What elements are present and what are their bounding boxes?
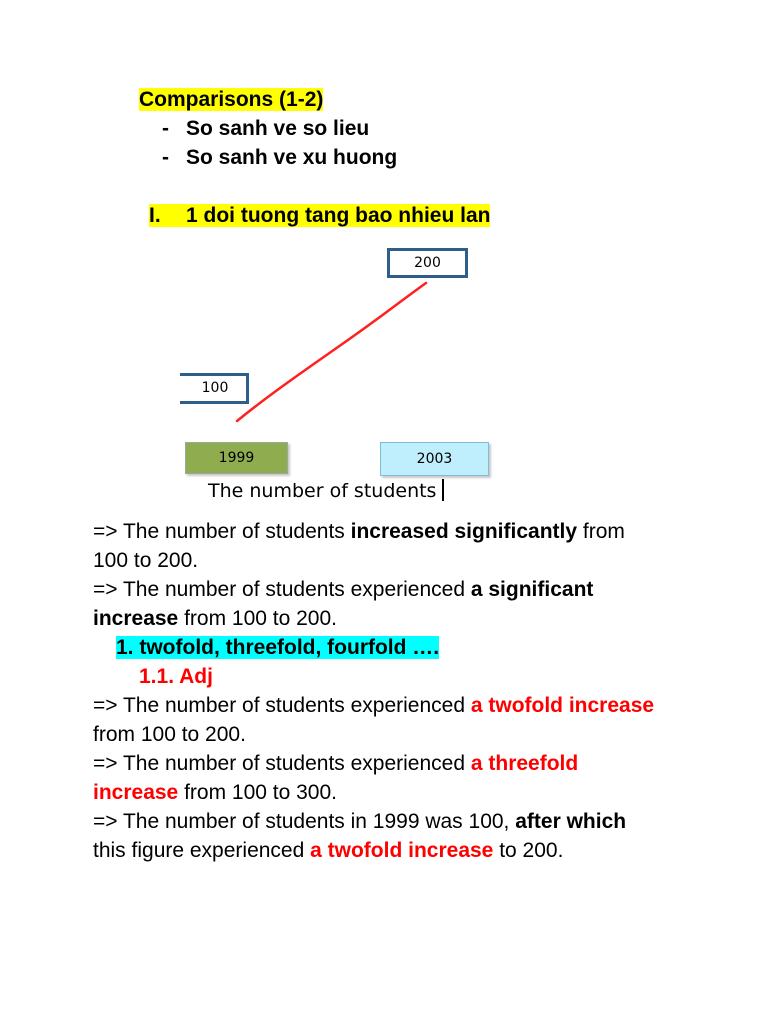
example-sentence [93,807,663,865]
sentence-emphasis: a twofold increase [470,694,655,717]
sentence-text: from 100 to 300. [178,781,337,804]
bullet-item [162,115,369,143]
sentence-text: => The number of students in 1999 was 100, [93,810,516,833]
section-heading-highlight [149,204,490,227]
sentence-text: => The number of students experienced [93,752,471,775]
sentence-text: from 100 to 200. [93,723,246,746]
section-number: I. [149,204,161,227]
sentence-text: from 100 to 200. [93,520,625,572]
sentence-text: this figure experienced [93,839,311,862]
value-box-high: 200 [387,248,468,278]
category-label-2003: 2003 [380,442,489,476]
bullet-text: So sanh ve so lieu [186,117,370,140]
bullet-dash: - [162,146,169,169]
example-sentence [93,691,663,749]
section-text: 1 doi tuong tang bao nhieu lan [186,204,491,227]
diagram-caption-text: The number of students [208,480,437,502]
increase-diagram [180,240,510,510]
page-title-text: Comparisons (1-2) [139,88,324,111]
bullet-text: So sanh ve xu huong [186,146,398,169]
example-sentence [93,749,663,807]
sentence-emphasis: after which [515,810,627,833]
text-cursor [442,479,444,501]
example-sentence [93,575,663,633]
subheading-text: twofold, threefold, fourfold …. [139,636,440,659]
bullet-item [162,144,397,172]
subheading-adj: 1.1. Adj [139,665,213,688]
value-box-low: 100 [180,373,249,404]
sentence-emphasis: a threefold increase [93,752,579,804]
trend-line [237,283,426,421]
explanation-body [93,517,663,865]
sentence-text: => The number of students experienced [93,694,471,717]
category-label-1999: 1999 [185,442,288,474]
subheading-highlight [116,636,439,659]
sentence-emphasis: a twofold increase [310,839,494,862]
sentence-text: to 200. [493,839,564,862]
subheading-number: 1. [116,636,134,659]
page-title [139,86,323,114]
sentence-emphasis: increased significantly [350,520,578,543]
example-sentence [93,517,663,575]
bullet-dash: - [162,117,169,140]
sentence-emphasis: a significant increase [93,578,594,630]
subheading-numbered [93,633,663,662]
sentence-text: => The number of students experienced [93,578,471,601]
sentence-text: => The number of students [93,520,351,543]
sentence-text: from 100 to 200. [178,607,337,630]
diagram-caption [208,478,444,504]
section-heading [149,202,490,230]
